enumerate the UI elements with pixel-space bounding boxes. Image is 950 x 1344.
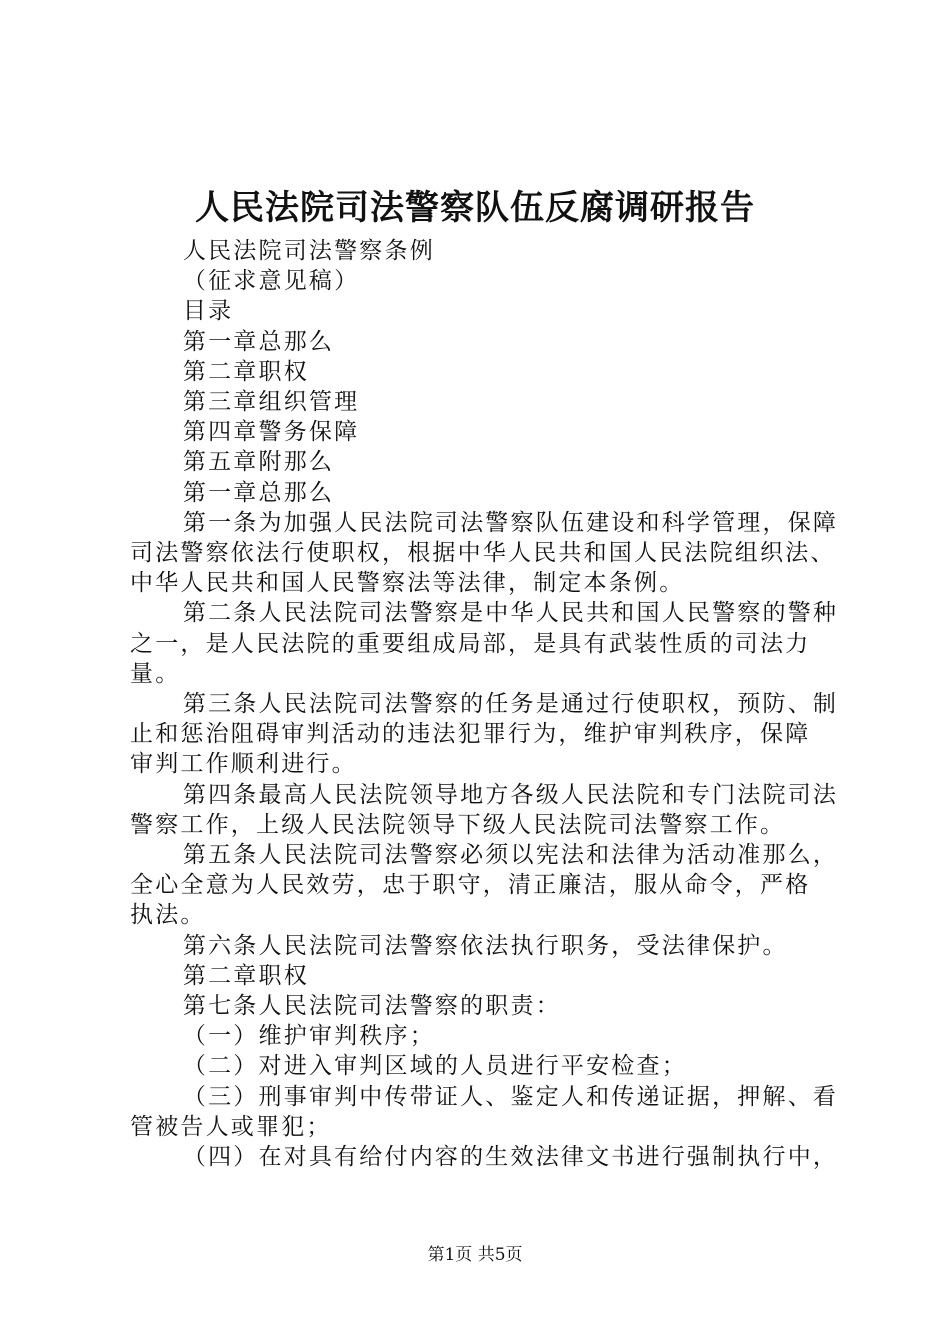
body-line-continuation: 量。 — [130, 660, 181, 687]
body-line: 第二章职权 — [182, 962, 309, 989]
body-line: （一）维护审判秩序； — [182, 1023, 435, 1050]
body-line-continuation: 之一，是人民法院的重要组成局部，是具有武装性质的司法力 — [130, 630, 811, 657]
body-line: （二）对进入审判区域的人员进行平安检查； — [182, 1053, 687, 1080]
body-line: 第四条最高人民法院领导地方各级人民法院和专门法院司法 — [182, 781, 839, 808]
body-line: 第三条人民法院司法警察的任务是通过行使职权，预防、制 — [182, 691, 839, 718]
body-line: 第四章警务保障 — [182, 419, 360, 446]
body-line: 第一条为加强人民法院司法警察队伍建设和科学管理，保障 — [182, 509, 839, 536]
body-line-continuation: 司法警察依法行使职权，根据中华人民共和国人民法院组织法、 — [130, 540, 836, 567]
document-title: 人民法院司法警察队伍反腐调研报告 — [195, 188, 755, 228]
body-line-continuation: 审判工作顺利进行。 — [130, 751, 357, 778]
body-line: 第五章附那么 — [182, 449, 335, 476]
body-line: 目录 — [182, 298, 234, 325]
body-line: 第三章组织管理 — [182, 389, 360, 416]
body-line-continuation: 全心全意为人民效劳，忠于职守，清正廉洁，服从命令，严格 — [130, 872, 811, 899]
body-line: （三）刑事审判中传带证人、鉴定人和传递证据，押解、看 — [182, 1083, 839, 1110]
body-line-continuation: 中华人民共和国人民警察法等法律，制定本条例。 — [130, 570, 685, 597]
body-line: 第一章总那么 — [182, 328, 335, 355]
body-line: 第一章总那么 — [182, 479, 335, 506]
body-line: 第五条人民法院司法警察必须以宪法和法律为活动准那么， — [182, 842, 839, 869]
body-line-continuation: 警察工作，上级人民法院领导下级人民法院司法警察工作。 — [130, 811, 786, 838]
body-line: 第二章职权 — [182, 358, 309, 385]
document-body — [130, 236, 839, 1172]
body-line: （四）在对具有给付内容的生效法律文书进行强制执行中， — [182, 1144, 839, 1171]
body-line: （征求意见稿） — [182, 268, 360, 295]
body-line: 第六条人民法院司法警察依法执行职务，受法律保护。 — [182, 932, 788, 959]
body-line-continuation: 管被告人或罪犯； — [130, 1113, 332, 1140]
body-line: 人民法院司法警察条例 — [182, 238, 435, 264]
page-footer: 第1页 共5页 — [427, 1245, 523, 1265]
body-line: 第二条人民法院司法警察是中华人民共和国人民警察的警种 — [182, 600, 839, 627]
body-line: 第七条人民法院司法警察的职责： — [182, 993, 561, 1020]
body-line-continuation: 止和惩治阻碍审判活动的违法犯罪行为，维护审判秩序，保障 — [130, 721, 811, 748]
body-line-continuation: 执法。 — [130, 902, 206, 929]
